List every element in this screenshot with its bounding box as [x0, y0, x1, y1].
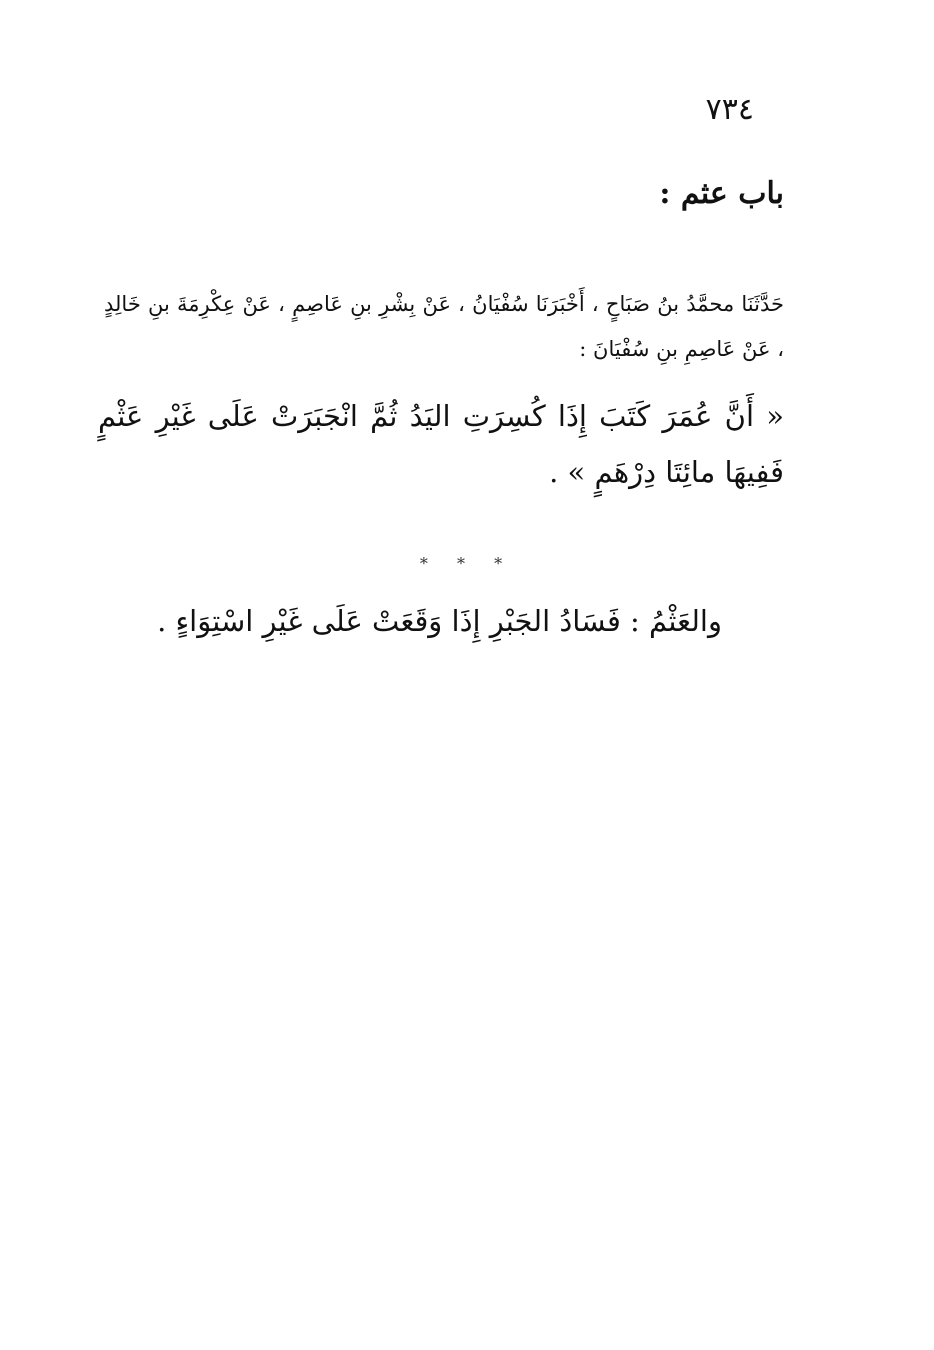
hadith-text: « أَنَّ عُمَرَ كَتَبَ إِذَا كُسِرَتِ اليَدُ ثُمَّ انْجَبَرَتْ عَلَى غَيْرِ عَثْمٍ فَفِيهَا مائِتَا دِرْهَمٍ » . [98, 399, 784, 489]
chapter-title: باب عثم : [659, 176, 784, 211]
section-separator: * * * [419, 554, 515, 573]
isnad-paragraph: حَدَّثَنَا محمَّدُ بنُ صَبَاحٍ ، أَخْبَرَنَا سُفْيَانُ ، عَنْ بِشْرِ بنِ عَاصِمٍ ، عَنْ عِكْرِمَةَ بنِ خَالِدٍ ، عَنْ عَاصِمِ بنِ سُفْيَانَ : [104, 292, 784, 361]
page-number: ٧٣٤ [705, 92, 754, 127]
definition-text: والعَثْمُ : فَسَادُ الجَبْرِ إِذَا وَقَعَتْ عَلَى غَيْرِ اسْتِوَاءٍ . [157, 604, 722, 638]
